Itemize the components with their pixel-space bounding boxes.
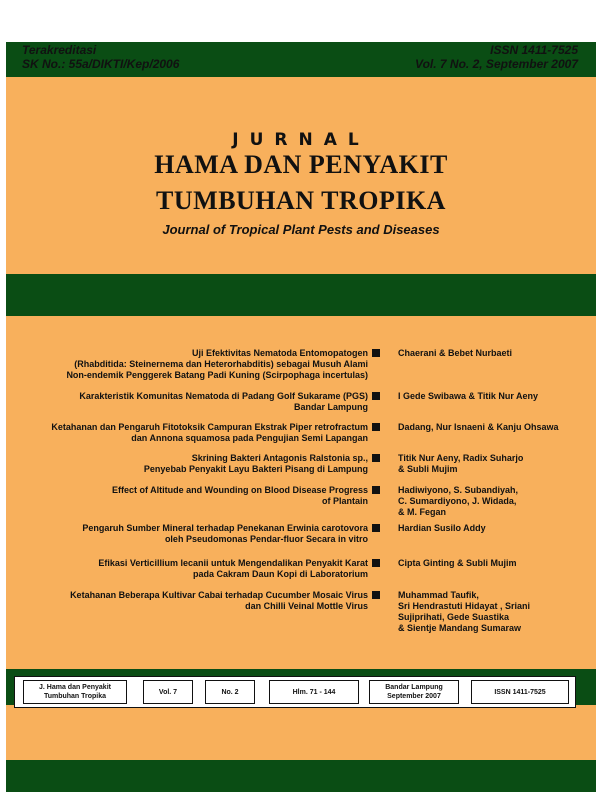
article-title-line: dan Chilli Veinal Mottle Virus: [245, 601, 368, 611]
article-authors: [398, 523, 588, 534]
author-line: Cipta Ginting & Subli Mujim: [398, 558, 517, 568]
article-title-line: Effect of Altitude and Wounding on Blood Disease Progress: [111, 485, 368, 495]
article-title: [38, 523, 368, 545]
volume-header: Vol. 7 No. 2, September 2007: [415, 57, 578, 71]
footer-journal-abbr: J. Hama dan Penyakit Tumbuhan Tropika: [23, 680, 127, 704]
author-line: & Sientje Mandang Sumaraw: [398, 623, 522, 633]
bullet-icon: [372, 524, 380, 532]
article-title-line: Bandar Lampung: [293, 402, 368, 412]
author-line: Dadang, Nur Isnaeni & Kanju Ohsawa: [398, 422, 559, 432]
article-authors: [398, 590, 588, 634]
footer-pages: Hlm. 71 - 144: [269, 680, 359, 704]
article-authors: [398, 348, 588, 359]
article-title: [38, 558, 368, 580]
bullet-icon: [372, 349, 380, 357]
author-line: Sri Hendrastuti Hidayat , Sriani: [398, 601, 531, 611]
article-title-line: Penyebab Penyakit Layu Bakteri Pisang di Lampung: [143, 464, 368, 474]
accreditation-label: Terakreditasi: [22, 43, 97, 57]
table-of-contents: [6, 0, 596, 792]
author-line: & M. Fegan: [398, 507, 447, 517]
author-line: Chaerani & Bebet Nurbaeti: [398, 348, 513, 358]
article-authors: [398, 485, 588, 518]
article-title-line: oleh Pseudomonas Pendar-fluor Secara in vitro: [164, 534, 368, 544]
author-line: Muhammad Taufik,: [398, 590, 479, 600]
bullet-icon: [372, 486, 380, 494]
bullet-icon: [372, 392, 380, 400]
article-title-line: Karakteristik Komunitas Nematoda di Padang Golf Sukarame (PGS): [79, 391, 368, 401]
article-title: [38, 453, 368, 475]
journal-subtitle: Journal of Tropical Plant Pests and Diseases: [162, 222, 440, 237]
article-title-line: Non-endemik Penggerek Batang Padi Kuning (Scirpophaga incertulas): [66, 370, 368, 380]
article-title-line: dan Annona squamosa pada Pengujian Semi Lapangan: [131, 433, 368, 443]
footer-number: No. 2: [205, 680, 255, 704]
title-line-1: HAMA DAN PENYAKIT: [154, 150, 448, 179]
author-line: Hadiwiyono, S. Subandiyah,: [398, 485, 519, 495]
article-title-line: Efikasi Verticillium lecanii untuk Mengendalikan Penyakit Karat: [98, 558, 368, 568]
bullet-icon: [372, 454, 380, 462]
article-title-line: (Rhabditida: Steinernema dan Heterorhabditis) sebagai Musuh Alami: [74, 359, 368, 369]
title-line-2: TUMBUHAN TROPIKA: [156, 186, 446, 215]
author-line: Titik Nur Aeny, Radix Suharjo: [398, 453, 524, 463]
article-title: [38, 348, 368, 381]
article-title-line: of Plantain: [321, 496, 368, 506]
footer-issn: ISSN 1411-7525: [471, 680, 569, 704]
article-authors: [398, 422, 588, 433]
citation-footer: [14, 676, 576, 708]
bullet-icon: [372, 591, 380, 599]
author-line: Sujiprihati, Gede Suastika: [398, 612, 510, 622]
article-authors: [398, 558, 588, 569]
article-title: [38, 590, 368, 612]
bullet-icon: [372, 423, 380, 431]
article-title: [38, 422, 368, 444]
author-line: Hardian Susilo Addy: [398, 523, 486, 533]
footer-place-date: Bandar Lampung September 2007: [369, 680, 459, 704]
footer-volume: Vol. 7: [143, 680, 193, 704]
article-authors: [398, 453, 588, 475]
article-title-line: Uji Efektivitas Nematoda Entomopatogen: [191, 348, 368, 358]
author-line: C. Sumardiyono, J. Widada,: [398, 496, 517, 506]
bullet-icon: [372, 559, 380, 567]
sk-number: SK No.: 55a/DIKTI/Kep/2006: [22, 57, 180, 71]
issn-header: ISSN 1411-7525: [490, 43, 578, 57]
article-title-line: Ketahanan dan Pengaruh Fitotoksik Campuran Ekstrak Piper retrofractum: [51, 422, 368, 432]
jurnal-label: JURNAL: [232, 130, 370, 150]
article-title-line: Pengaruh Sumber Mineral terhadap Penekanan Erwinia carotovora: [82, 523, 368, 533]
article-title: [38, 391, 368, 413]
article-authors: [398, 391, 588, 402]
article-title-line: Ketahanan Beberapa Kultivar Cabai terhadap Cucumber Mosaic Virus: [70, 590, 368, 600]
author-line: & Subli Mujim: [398, 464, 458, 474]
author-line: I Gede Swibawa & Titik Nur Aeny: [398, 391, 539, 401]
article-title-line: pada Cakram Daun Kopi di Laboratorium: [192, 569, 368, 579]
article-title-line: Skrining Bakteri Antagonis Ralstonia sp.,: [191, 453, 368, 463]
article-title: [38, 485, 368, 507]
